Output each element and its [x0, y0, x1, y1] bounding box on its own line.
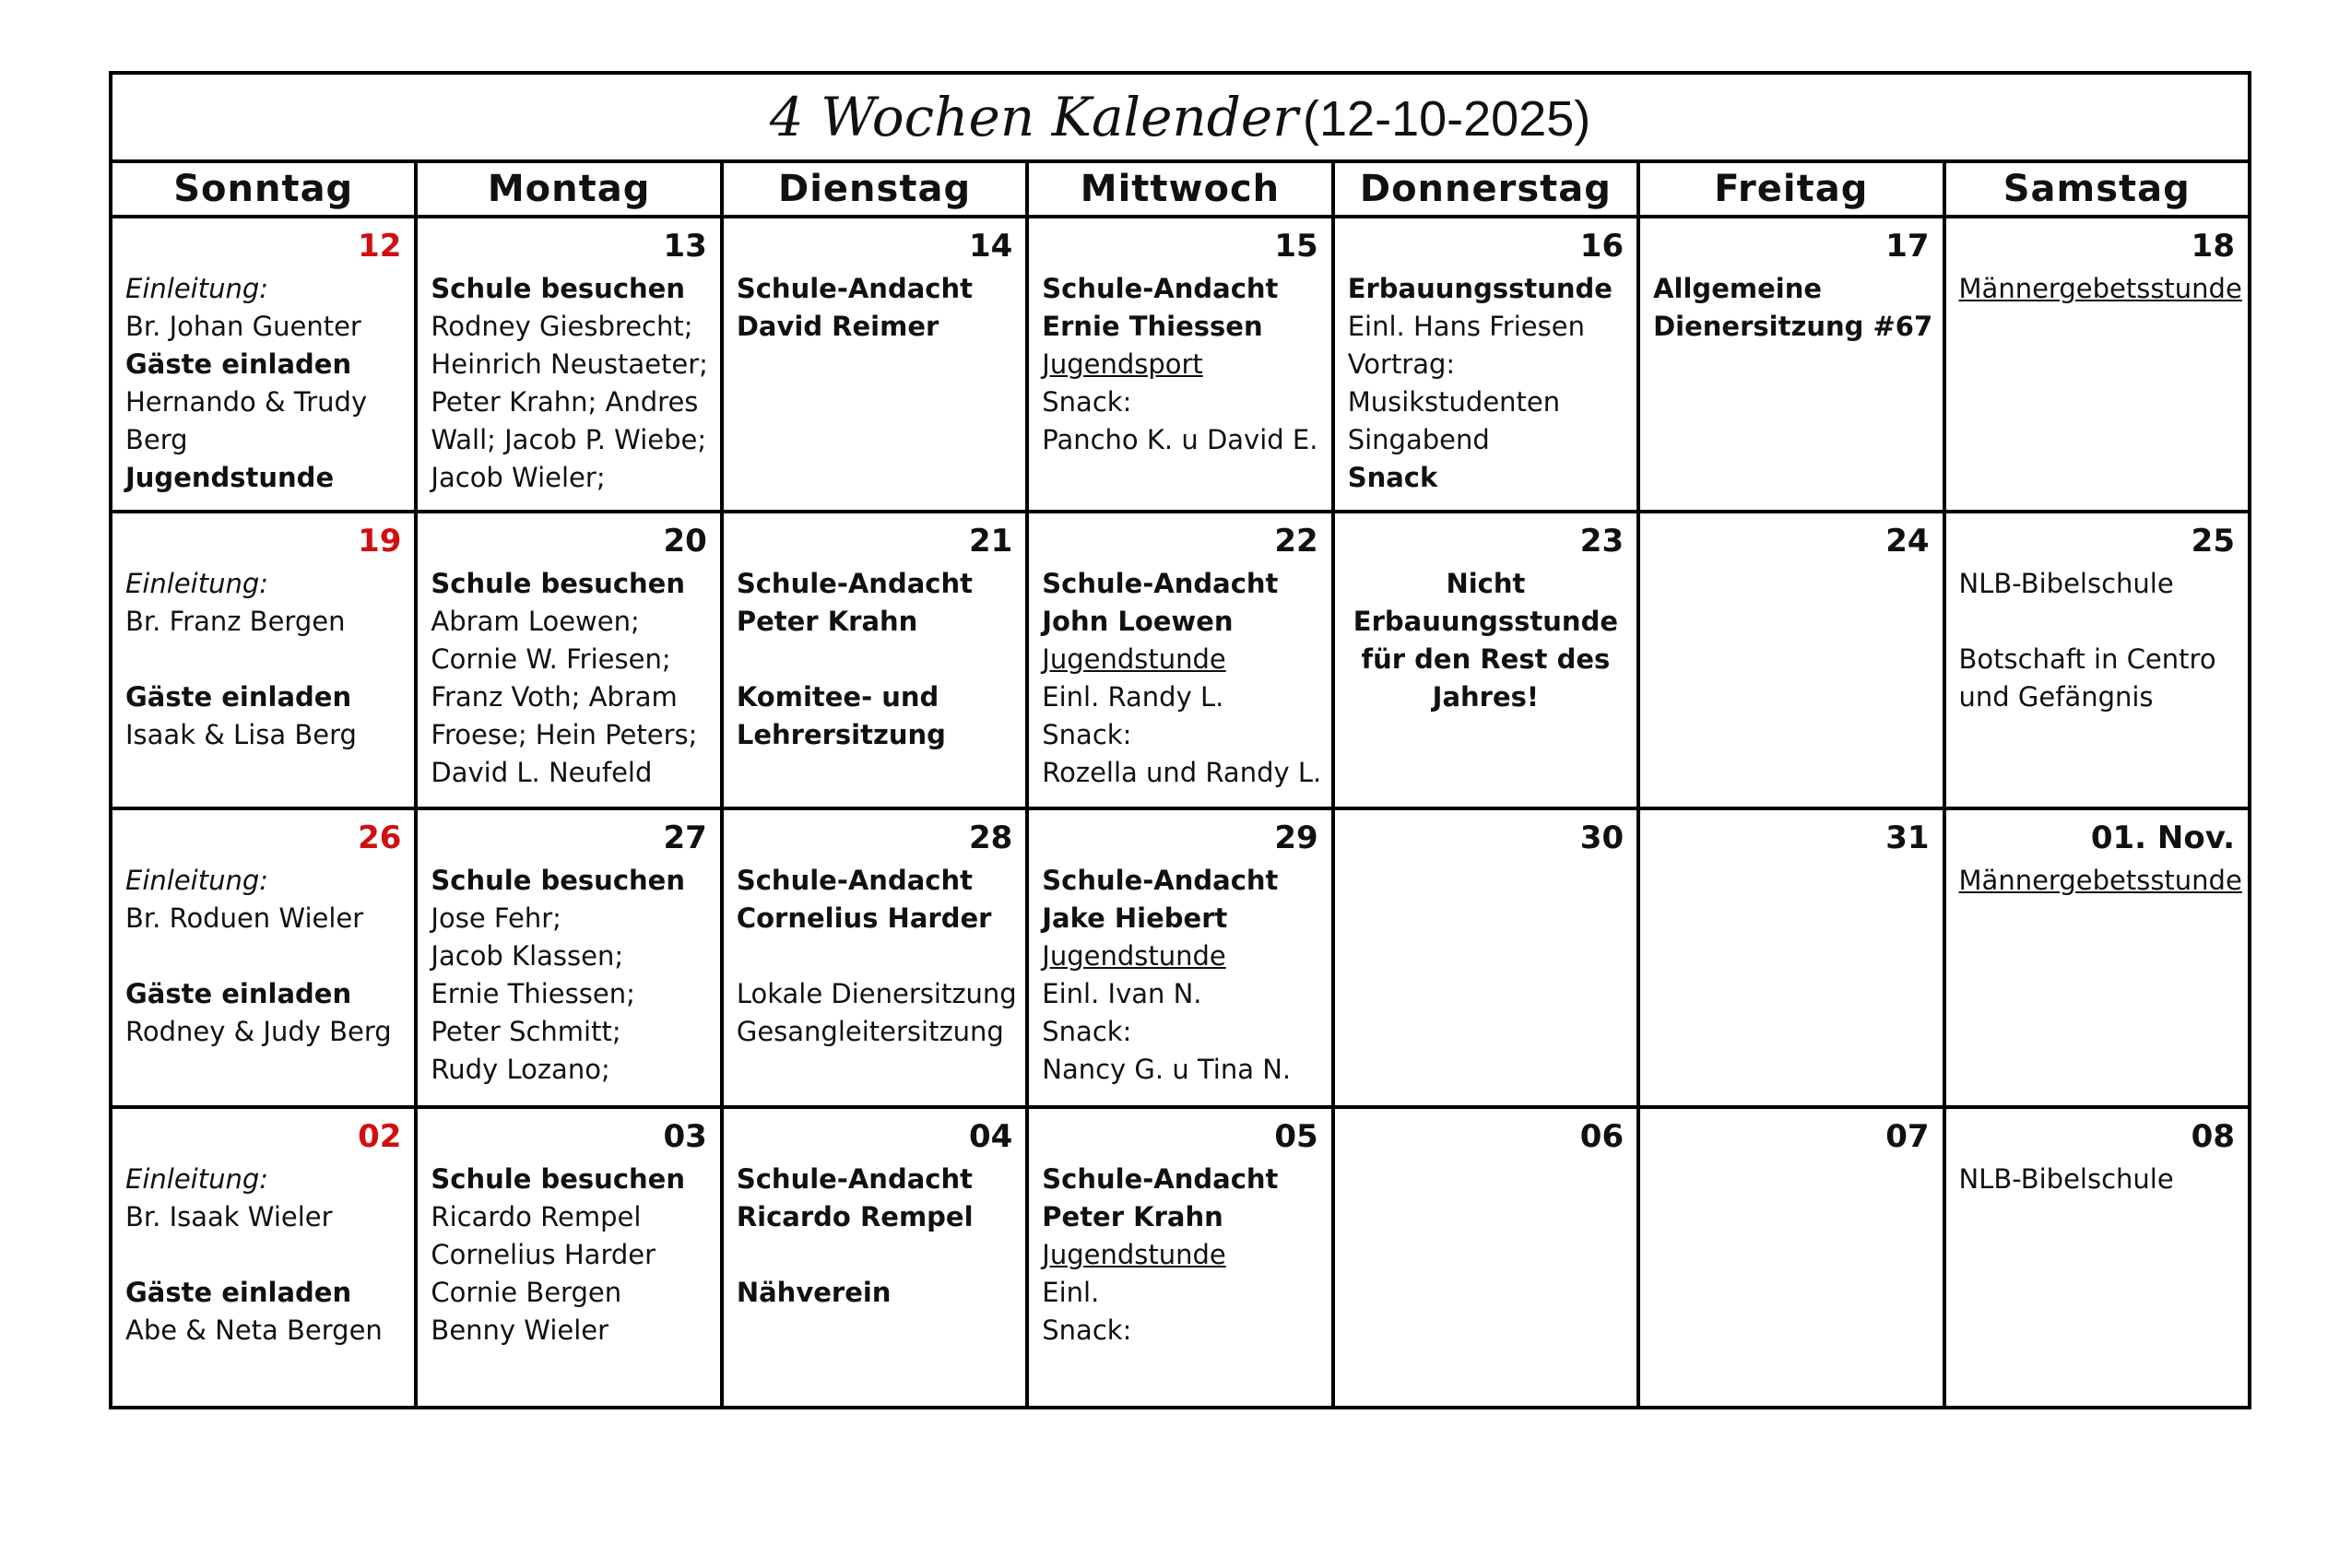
- day-cell: [1638, 217, 1943, 512]
- event-line: Snack:: [1042, 386, 1132, 418]
- event-line: John Loewen: [1042, 606, 1234, 637]
- event-line: Wall; Jacob P. Wiebe;: [431, 424, 707, 455]
- event-line: Lehrersitzung: [736, 719, 946, 750]
- day-events: [1946, 561, 2248, 716]
- day-cell: [111, 217, 416, 512]
- event-line: Schule-Andacht: [736, 865, 973, 896]
- day-cell: [111, 512, 416, 808]
- day-cell: [1027, 217, 1332, 512]
- event-line: David Reimer: [736, 311, 939, 342]
- day-number: 15: [1274, 228, 1318, 265]
- event-line: Jugendstunde: [1042, 940, 1226, 972]
- event-line: Schule-Andacht: [1042, 865, 1279, 896]
- event-line: Cornelius Harder: [431, 1239, 656, 1270]
- event-line: Schule-Andacht: [736, 568, 973, 599]
- day-number: 21: [968, 523, 1013, 560]
- weekday-header: Samstag: [1944, 161, 2250, 217]
- week-row: [111, 512, 2250, 808]
- day-number: 14: [968, 228, 1013, 265]
- day-events: [1640, 1157, 1942, 1161]
- event-line: Cornie Bergen: [431, 1277, 622, 1308]
- event-line: Jugendstunde: [1042, 643, 1226, 675]
- day-number: 19: [358, 523, 402, 560]
- event-line: Benny Wieler: [431, 1315, 609, 1346]
- event-line: Peter Krahn: [736, 606, 918, 637]
- event-line: Jacob Wieler;: [431, 462, 606, 493]
- day-events: [1946, 266, 2248, 308]
- day-number: 13: [663, 228, 707, 265]
- event-line: Ernie Thiessen;: [431, 978, 635, 1009]
- event-line: Peter Krahn; Andres: [431, 386, 699, 418]
- event-line: David L. Neufeld: [431, 757, 653, 788]
- event-line: Nicht: [1446, 568, 1526, 599]
- day-events: [1029, 858, 1330, 1089]
- event-line: Gäste einladen: [125, 1277, 352, 1308]
- day-events: [112, 561, 414, 754]
- day-events: [1640, 266, 1942, 346]
- event-line: [737, 1236, 1012, 1274]
- day-cell: [1027, 1107, 1332, 1408]
- day-cell: [1333, 808, 1638, 1107]
- day-events: [724, 858, 1025, 1051]
- event-line: Schule besuchen: [431, 568, 685, 599]
- day-number: 01. Nov.: [2090, 819, 2235, 856]
- day-cell: [1333, 1107, 1638, 1408]
- event-line: Franz Voth; Abram: [431, 681, 678, 713]
- day-number: 04: [968, 1118, 1013, 1155]
- event-line: Einleitung:: [125, 273, 269, 304]
- event-line: Isaak & Lisa Berg: [125, 719, 357, 750]
- day-cell: [111, 808, 416, 1107]
- day-cell: [416, 217, 721, 512]
- day-events: [1640, 561, 1942, 565]
- event-line: Heinrich Neustaeter;: [431, 348, 708, 380]
- calendar-title-date: (12-10-2025): [1303, 91, 1591, 147]
- event-line: NLB-Bibelschule: [1958, 1163, 2174, 1195]
- event-line: Jake Hiebert: [1042, 902, 1228, 934]
- weekday-header: Mittwoch: [1027, 161, 1332, 217]
- week-row: [111, 808, 2250, 1107]
- day-number: 30: [1579, 819, 1624, 856]
- event-line: Br. Franz Bergen: [125, 606, 346, 637]
- event-line: Schule-Andacht: [1042, 1163, 1279, 1195]
- calendar-table: [109, 71, 2251, 1409]
- day-number: 25: [2191, 523, 2235, 560]
- day-number: 18: [2191, 228, 2235, 265]
- day-events: [724, 266, 1025, 346]
- event-line: Männergebetsstunde: [1958, 273, 2242, 304]
- weekday-header-row: [111, 161, 2250, 217]
- day-cell: [722, 1107, 1027, 1408]
- day-cell: [416, 808, 721, 1107]
- day-cell: [1333, 217, 1638, 512]
- day-number: 06: [1579, 1118, 1624, 1155]
- day-events: [1640, 858, 1942, 862]
- day-cell: [416, 512, 721, 808]
- day-number: 28: [968, 819, 1013, 856]
- event-line: [737, 937, 1012, 975]
- event-line: Br. Roduen Wieler: [125, 902, 364, 934]
- day-number: 20: [663, 523, 707, 560]
- day-number: 05: [1274, 1118, 1318, 1155]
- day-number: 27: [663, 819, 707, 856]
- day-events: [112, 1157, 414, 1350]
- day-cell: [722, 217, 1027, 512]
- calendar-title: [111, 73, 2250, 161]
- day-cell: [1638, 512, 1943, 808]
- event-line: Komitee- und: [736, 681, 939, 713]
- day-events: [112, 266, 414, 497]
- event-line: Männergebetsstunde: [1958, 865, 2242, 896]
- event-line: Snack:: [1042, 1016, 1132, 1047]
- day-number: 23: [1579, 523, 1624, 560]
- day-number: 16: [1579, 228, 1624, 265]
- weekday-header: Donnerstag: [1333, 161, 1638, 217]
- day-events: [112, 858, 414, 1051]
- event-line: Br. Isaak Wieler: [125, 1201, 333, 1232]
- event-line: Nähverein: [736, 1277, 892, 1308]
- day-cell: [1944, 512, 2250, 808]
- day-cell: [1944, 808, 2250, 1107]
- event-line: [125, 937, 401, 975]
- event-line: Peter Krahn: [1042, 1201, 1223, 1232]
- day-cell: [416, 1107, 721, 1408]
- event-line: Snack:: [1042, 719, 1132, 750]
- day-events: [1029, 561, 1330, 792]
- event-line: [737, 641, 1012, 678]
- event-line: Gesangleitersitzung: [736, 1016, 1004, 1047]
- day-cell: [722, 808, 1027, 1107]
- day-events: [1946, 858, 2248, 900]
- day-events: [418, 858, 719, 1089]
- day-number: 12: [358, 228, 402, 265]
- calendar-body: [111, 217, 2250, 1408]
- event-line: Schule besuchen: [431, 1163, 685, 1195]
- event-line: Snack:: [1042, 1315, 1132, 1346]
- event-line: Schule-Andacht: [1042, 273, 1279, 304]
- event-line: Cornie W. Friesen;: [431, 643, 671, 675]
- event-line: Schule besuchen: [431, 865, 685, 896]
- event-line: Schule besuchen: [431, 273, 685, 304]
- week-row: [111, 217, 2250, 512]
- event-line: Rodney Giesbrecht;: [431, 311, 693, 342]
- day-number: 08: [2191, 1118, 2235, 1155]
- event-line: Gäste einladen: [125, 978, 352, 1009]
- event-line: Snack: [1347, 462, 1438, 493]
- event-line: Hernando & Trudy: [125, 386, 368, 418]
- event-line: und Gefängnis: [1958, 681, 2154, 713]
- event-line: Schule-Andacht: [736, 1163, 973, 1195]
- day-events: [1946, 1157, 2248, 1198]
- calendar-title-main: 4 Wochen Kalender: [769, 86, 1298, 148]
- weekday-header: Dienstag: [722, 161, 1027, 217]
- weekday-header: Freitag: [1638, 161, 1943, 217]
- event-line: Abram Loewen;: [431, 606, 640, 637]
- weekday-header: Sonntag: [111, 161, 416, 217]
- day-events: [724, 1157, 1025, 1312]
- day-number: 03: [663, 1118, 707, 1155]
- day-number: 31: [1885, 819, 1930, 856]
- day-cell: [722, 512, 1027, 808]
- event-line: [125, 1236, 401, 1274]
- day-cell: [1333, 512, 1638, 808]
- event-line: Abe & Neta Bergen: [125, 1315, 383, 1346]
- day-number: 24: [1885, 523, 1930, 560]
- event-line: Ernie Thiessen: [1042, 311, 1263, 342]
- event-line: Jahres!: [1432, 681, 1540, 713]
- day-events: [418, 561, 719, 792]
- event-line: Einl.: [1042, 1277, 1100, 1308]
- event-line: Schule-Andacht: [1042, 568, 1279, 599]
- event-line: Br. Johan Guenter: [125, 311, 361, 342]
- event-line: Einl. Ivan N.: [1042, 978, 1202, 1009]
- day-number: 02: [358, 1118, 402, 1155]
- day-number: 26: [358, 819, 402, 856]
- event-line: Singabend: [1347, 424, 1490, 455]
- event-line: Nancy G. u Tina N.: [1042, 1054, 1292, 1085]
- event-line: [125, 641, 401, 678]
- event-line: Botschaft in Centro: [1958, 643, 2216, 675]
- day-events: [1335, 266, 1636, 497]
- event-line: [1959, 603, 2235, 641]
- day-events: [1029, 266, 1330, 459]
- event-line: Erbauungsstunde: [1353, 606, 1619, 637]
- day-number: 07: [1885, 1118, 1930, 1155]
- day-number: 22: [1274, 523, 1318, 560]
- event-line: Jose Fehr;: [431, 902, 561, 934]
- day-cell: [1638, 808, 1943, 1107]
- event-line: Erbauungsstunde: [1347, 273, 1613, 304]
- day-cell: [111, 1107, 416, 1408]
- event-line: Jugendstunde: [125, 462, 335, 493]
- day-events: [1335, 1157, 1636, 1161]
- weekday-header: Montag: [416, 161, 721, 217]
- event-line: Peter Schmitt;: [431, 1016, 621, 1047]
- day-cell: [1944, 1107, 2250, 1408]
- day-cell: [1638, 1107, 1943, 1408]
- day-cell: [1027, 808, 1332, 1107]
- day-events: [418, 266, 719, 497]
- event-line: Allgemeine: [1653, 273, 1823, 304]
- day-events: [1335, 858, 1636, 862]
- event-line: Froese; Hein Peters;: [431, 719, 698, 750]
- event-line: Musikstudenten: [1347, 386, 1561, 418]
- event-line: Jugendstunde: [1042, 1239, 1226, 1270]
- event-line: Rudy Lozano;: [431, 1054, 610, 1085]
- event-line: Rozella und Randy L.: [1042, 757, 1322, 788]
- event-line: Cornelius Harder: [736, 902, 992, 934]
- event-line: Einleitung:: [125, 865, 269, 896]
- event-line: Berg: [125, 424, 188, 455]
- event-line: NLB-Bibelschule: [1958, 568, 2174, 599]
- day-events: [724, 561, 1025, 754]
- event-line: Jacob Klassen;: [431, 940, 624, 972]
- event-line: Gäste einladen: [125, 681, 352, 713]
- event-line: Einleitung:: [125, 1163, 269, 1195]
- event-line: Rodney & Judy Berg: [125, 1016, 392, 1047]
- event-line: Einl. Randy L.: [1042, 681, 1224, 713]
- event-line: Dienersitzung #67: [1653, 311, 1933, 342]
- week-row: [111, 1107, 2250, 1408]
- day-events: [418, 1157, 719, 1350]
- event-line: Gäste einladen: [125, 348, 352, 380]
- event-line: Schule-Andacht: [736, 273, 973, 304]
- event-line: Vortrag:: [1347, 348, 1456, 380]
- day-number: 17: [1885, 228, 1930, 265]
- event-line: Pancho K. u David E.: [1042, 424, 1318, 455]
- day-events: [1335, 561, 1636, 716]
- event-line: Einleitung:: [125, 568, 269, 599]
- day-events: [1029, 1157, 1330, 1350]
- event-line: Lokale Dienersitzung: [736, 978, 1017, 1009]
- day-number: 29: [1274, 819, 1318, 856]
- day-cell: [1027, 512, 1332, 808]
- event-line: Einl. Hans Friesen: [1347, 311, 1585, 342]
- event-line: Ricardo Rempel: [736, 1201, 974, 1232]
- day-cell: [1944, 217, 2250, 512]
- event-line: für den Rest des: [1361, 643, 1611, 675]
- event-line: Ricardo Rempel: [431, 1201, 642, 1232]
- event-line: Jugendsport: [1042, 348, 1203, 380]
